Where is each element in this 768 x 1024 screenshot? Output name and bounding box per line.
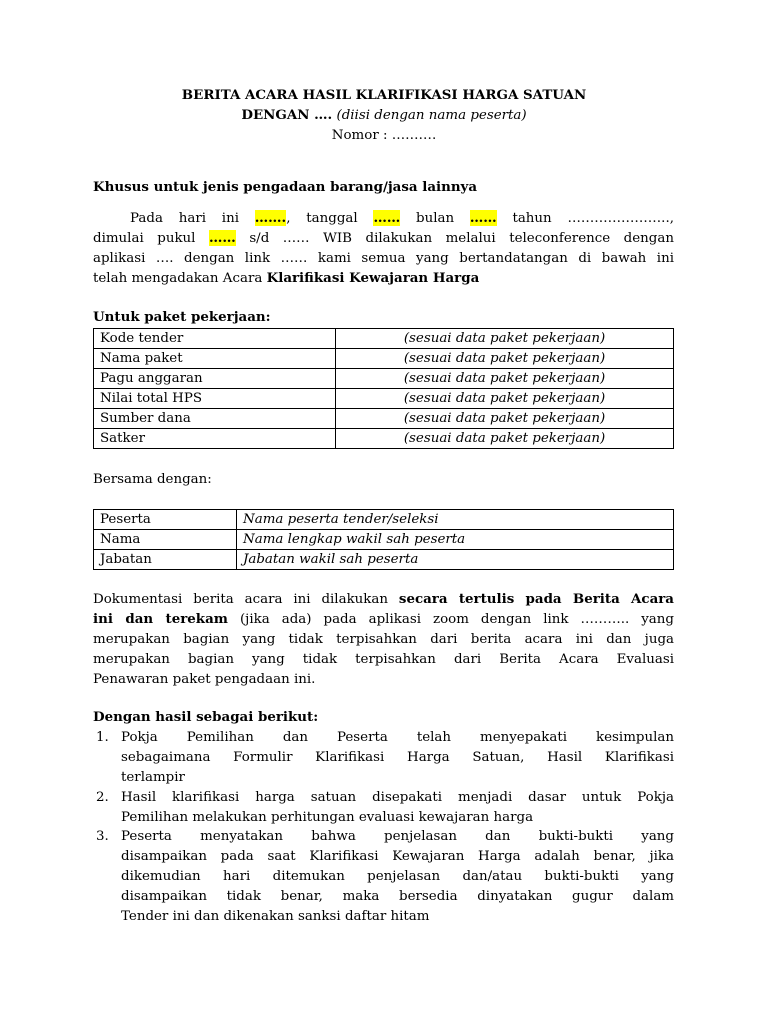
table-row xyxy=(94,510,674,530)
peserta-value: Jabatan wakil sah peserta xyxy=(237,550,674,570)
table-row xyxy=(94,550,674,570)
intro-text: Pada hari ini xyxy=(130,211,239,226)
bulan-blank: …… xyxy=(469,210,497,226)
nomor-line xyxy=(0,126,768,146)
dokumentasi-bold: secara tertulis pada Berita Acara xyxy=(398,591,674,607)
list-item-line: Pemilihan melakukan perhitungan evaluasi kewajaran harga xyxy=(121,810,534,825)
dokumentasi-line-1 xyxy=(93,590,674,610)
paket-value: (sesuai data paket pekerjaan) xyxy=(336,429,674,449)
list-item-line: Hasil klarifikasi harga satuan disepakati menjadi dasar untuk Pokja xyxy=(121,790,674,805)
pukul-blank: …… xyxy=(209,230,236,246)
paket-value: (sesuai data paket pekerjaan) xyxy=(336,349,674,369)
document-title: BERITA ACARA HASIL KLARIFIKASI HARGA SATUAN xyxy=(181,87,587,103)
tanggal-blank: …… xyxy=(373,210,401,226)
table-row xyxy=(94,530,674,550)
peserta-table xyxy=(93,509,674,570)
list-item-line: terlampir xyxy=(121,770,185,785)
intro-text: s/d …… WIB dilakukan melalui teleconference dengan xyxy=(249,231,674,246)
paket-value: (sesuai data paket pekerjaan) xyxy=(336,369,674,389)
paket-label: Kode tender xyxy=(94,329,336,349)
list-item-line: Tender ini dan dikenakan sanksi daftar hitam xyxy=(121,909,430,924)
intro-bold: Klarifikasi Kewajaran Harga xyxy=(266,270,480,286)
list-number: 2. xyxy=(96,790,109,805)
peserta-value: Nama peserta tender/seleksi xyxy=(237,510,674,530)
bersama-heading: Bersama dengan: xyxy=(93,472,212,487)
dokumentasi-text: Dokumentasi berita acara ini dilakukan xyxy=(93,592,389,607)
subtitle-bold: DENGAN …. xyxy=(241,107,333,123)
peserta-label: Nama xyxy=(94,530,237,550)
table-row xyxy=(94,389,674,409)
peserta-value: Nama lengkap wakil sah peserta xyxy=(237,530,674,550)
list-number: 1. xyxy=(96,730,109,745)
peserta-label: Peserta xyxy=(94,510,237,530)
paket-label: Satker xyxy=(94,429,336,449)
paket-value: (sesuai data paket pekerjaan) xyxy=(336,409,674,429)
dokumentasi-text: (jika ada) pada aplikasi zoom dengan link ……….. yang xyxy=(239,612,674,627)
paket-label: Pagu anggaran xyxy=(94,369,336,389)
intro-text: telah mengadakan Acara xyxy=(93,271,263,286)
dokumentasi-line-3: merupakan bagian yang tidak terpisahkan dari berita acara ini dan juga xyxy=(93,632,674,647)
list-item-line: disampaikan pada saat Klarifikasi Kewajaran Harga adalah benar, jika xyxy=(121,849,674,864)
table-row xyxy=(94,429,674,449)
subtitle-note: (diisi dengan nama peserta) xyxy=(336,108,527,123)
table-row xyxy=(94,409,674,429)
list-item-line: Pokja Pemilihan dan Peserta telah menyepakati kesimpulan xyxy=(121,730,674,745)
paket-label: Nama paket xyxy=(94,349,336,369)
intro-line-3: aplikasi …. dengan link …… kami semua yang bertandatangan di bawah ini xyxy=(93,251,674,266)
list-item-line: dikemudian hari ditemukan penjelasan dan/atau bukti-bukti yang xyxy=(121,869,674,884)
dokumentasi-line-2 xyxy=(93,610,674,630)
dokumentasi-line-5: Penawaran paket pengadaan ini. xyxy=(93,672,316,687)
intro-line-4 xyxy=(93,269,674,289)
table-row xyxy=(94,369,674,389)
hari-blank: ……. xyxy=(254,210,287,226)
hasil-heading: Dengan hasil sebagai berikut: xyxy=(93,709,319,725)
intro-text: tahun ………………….., xyxy=(512,211,674,226)
nomor-label: Nomor : xyxy=(331,128,388,143)
intro-line-2 xyxy=(93,229,674,249)
paket-heading: Untuk paket pekerjaan: xyxy=(93,309,271,325)
document-subtitle xyxy=(0,106,768,126)
nomor-value: ………. xyxy=(391,128,437,143)
intro-text: , tanggal xyxy=(286,211,358,226)
dokumentasi-line-4: merupakan bagian yang tidak terpisahkan dari Berita Acara Evaluasi xyxy=(93,652,674,667)
table-row xyxy=(94,329,674,349)
intro-line-1 xyxy=(130,209,674,229)
list-item-line: Peserta menyatakan bahwa penjelasan dan bukti-bukti yang xyxy=(121,829,674,844)
table-row xyxy=(94,349,674,369)
paket-table xyxy=(93,328,674,449)
intro-text: dimulai pukul xyxy=(93,231,196,246)
intro-text: bulan xyxy=(416,211,455,226)
paket-value: (sesuai data paket pekerjaan) xyxy=(336,389,674,409)
list-item-line: sebagaimana Formulir Klarifikasi Harga Satuan, Hasil Klarifikasi xyxy=(121,750,674,765)
section-title: Khusus untuk jenis pengadaan barang/jasa lainnya xyxy=(93,179,478,195)
paket-label: Sumber dana xyxy=(94,409,336,429)
paket-label: Nilai total HPS xyxy=(94,389,336,409)
paket-value: (sesuai data paket pekerjaan) xyxy=(336,329,674,349)
list-number: 3. xyxy=(96,829,109,844)
dokumentasi-bold: ini dan terekam xyxy=(93,611,228,627)
peserta-label: Jabatan xyxy=(94,550,237,570)
list-item-line: disampaikan tidak benar, maka bersedia dinyatakan gugur dalam xyxy=(121,889,674,904)
